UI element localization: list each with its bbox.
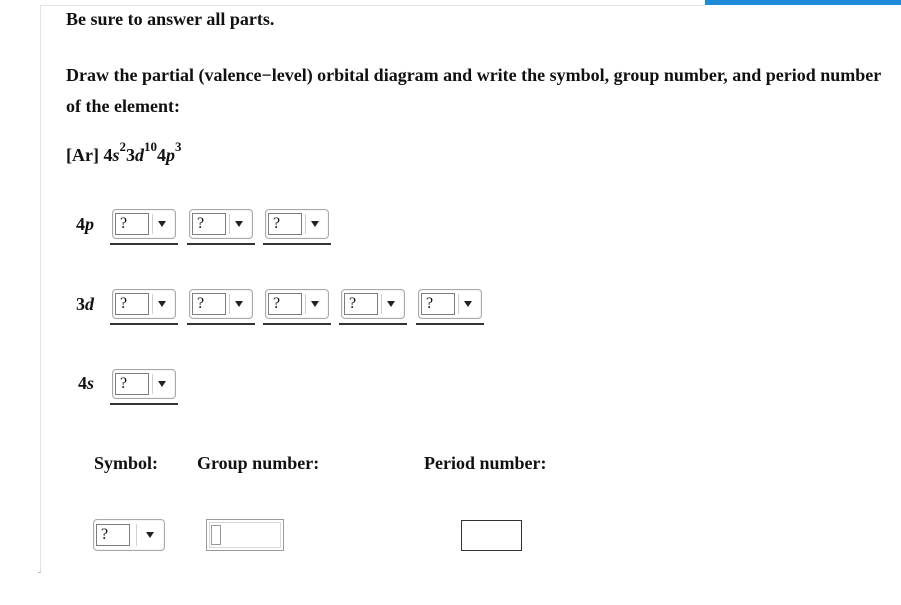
instruction-text: Be sure to answer all parts. (66, 9, 275, 29)
frame-top-border (40, 5, 705, 6)
electron-select[interactable] (265, 209, 329, 239)
orbital-line (416, 323, 484, 325)
orbital-4s-1 (110, 369, 178, 409)
select-value: ? (115, 213, 149, 235)
select-value: ? (96, 524, 130, 546)
symbol-select[interactable] (93, 519, 165, 551)
electron-select[interactable] (112, 369, 176, 399)
dropdown-arrow-icon (158, 301, 166, 307)
dropdown-arrow-icon (387, 301, 395, 307)
electron-select[interactable] (112, 289, 176, 319)
dropdown-arrow-icon (464, 301, 472, 307)
config-term: $4s^2$ (103, 139, 126, 165)
orbital-line (187, 243, 255, 245)
orbital-3d-1 (110, 289, 178, 329)
electron-select[interactable] (189, 289, 253, 319)
electron-select[interactable] (265, 289, 329, 319)
orbital-line (110, 323, 178, 325)
period-number-label: Period number: (424, 453, 547, 473)
orbital-3d-2 (187, 289, 255, 329)
orbital-label-4s: 4s (77, 373, 94, 393)
frame-left-border (40, 5, 41, 573)
period-number-input[interactable] (461, 520, 522, 551)
dropdown-arrow-icon (158, 221, 166, 227)
orbital-line (263, 323, 331, 325)
select-value: ? (344, 293, 378, 315)
orbital-line (339, 323, 407, 325)
group-number-input[interactable] (206, 519, 284, 551)
orbital-label-4p: 4p (76, 214, 94, 234)
dropdown-arrow-icon (235, 221, 243, 227)
symbol-label: Symbol: (94, 453, 159, 473)
orbital-4p-3 (263, 209, 331, 249)
electron-select[interactable] (341, 289, 405, 319)
orbital-4p-2 (187, 209, 255, 249)
config-core: [Ar] (66, 145, 99, 165)
orbital-3d-5 (416, 289, 484, 329)
select-value: ? (268, 293, 302, 315)
orbital-line (110, 243, 178, 245)
select-value: ? (115, 293, 149, 315)
config-term: $4p^3$ (157, 139, 182, 165)
orbital-3d-3 (263, 289, 331, 329)
select-value: ? (115, 373, 149, 395)
text-cursor-icon (211, 525, 221, 545)
question-text: Draw the partial (valence−level) orbital diagram and write the symbol, group number, and period number of the element: (66, 65, 881, 116)
orbital-line (110, 403, 178, 405)
electron-select[interactable] (189, 209, 253, 239)
orbital-line (263, 243, 331, 245)
electron-select[interactable] (418, 289, 482, 319)
orbital-label-3d: 3d (76, 294, 94, 314)
dropdown-arrow-icon (146, 532, 154, 538)
orbital-4p-1 (110, 209, 178, 249)
group-number-label: Group number: (197, 453, 320, 473)
select-value: ? (421, 293, 455, 315)
top-accent-bar (705, 0, 901, 5)
dropdown-arrow-icon (311, 301, 319, 307)
orbital-3d-4 (339, 289, 407, 329)
select-value: ? (192, 213, 226, 235)
dropdown-arrow-icon (311, 221, 319, 227)
orbital-line (187, 323, 255, 325)
electron-select[interactable] (112, 209, 176, 239)
select-value: ? (192, 293, 226, 315)
dropdown-arrow-icon (235, 301, 243, 307)
config-term: $3d^{10}$ (126, 139, 157, 165)
symbol-field (93, 519, 165, 551)
electron-configuration (66, 139, 182, 166)
dropdown-arrow-icon (158, 381, 166, 387)
select-value: ? (268, 213, 302, 235)
